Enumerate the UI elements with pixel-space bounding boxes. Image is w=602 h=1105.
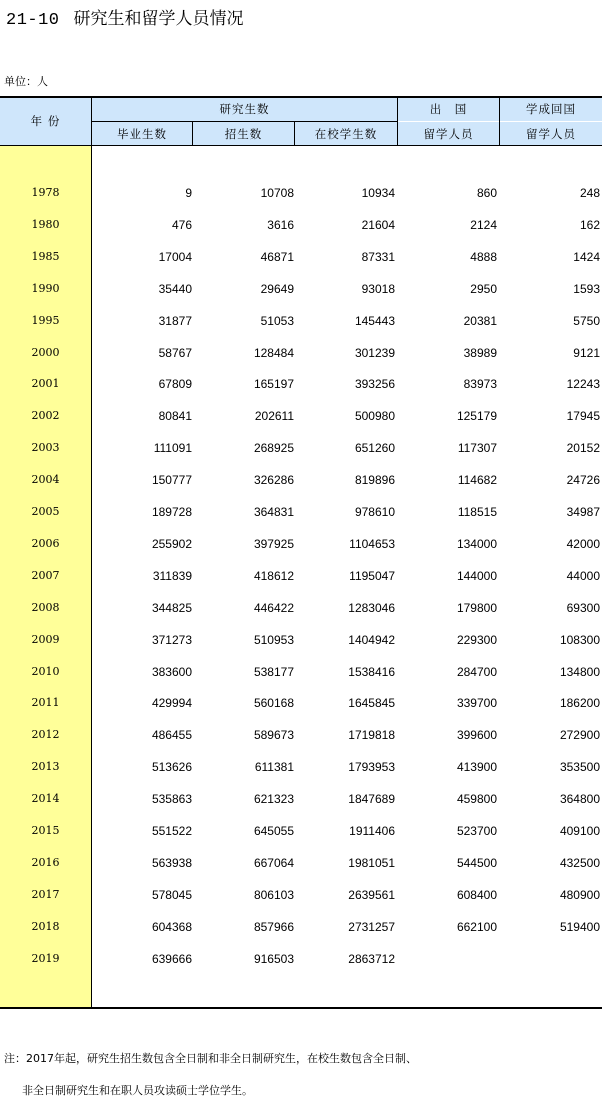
header-divider bbox=[192, 121, 193, 146]
graduates-cell: 604368 bbox=[151, 919, 192, 934]
returned-cell: 353500 bbox=[559, 760, 600, 775]
abroad-cell: 662100 bbox=[456, 919, 497, 934]
graduates-cell: 429994 bbox=[151, 696, 192, 711]
table-row bbox=[0, 337, 602, 369]
in-school-cell: 145443 bbox=[354, 313, 395, 328]
returned-cell: 186200 bbox=[559, 696, 600, 711]
enrolled-cell: 397925 bbox=[253, 536, 294, 551]
in-school-cell: 1719818 bbox=[348, 728, 395, 743]
year-cell: 2005 bbox=[31, 505, 60, 518]
enrolled-cell: 128484 bbox=[253, 345, 294, 360]
enrolled-cell: 538177 bbox=[253, 664, 294, 679]
year-cell: 2007 bbox=[31, 568, 60, 582]
header-graduate-students: 研究生数 bbox=[92, 97, 397, 121]
graduates-cell: 371273 bbox=[151, 632, 192, 647]
header-returned-bottom: 留学人员 bbox=[500, 122, 602, 145]
year-cell: 2000 bbox=[31, 345, 60, 359]
table-row bbox=[0, 560, 602, 592]
enrolled-cell: 202611 bbox=[254, 409, 294, 424]
in-school-cell: 819896 bbox=[354, 473, 395, 488]
returned-cell: 17945 bbox=[566, 409, 600, 424]
enrolled-cell: 560168 bbox=[253, 696, 294, 711]
returned-cell: 519400 bbox=[559, 919, 600, 934]
enrolled-cell: 510953 bbox=[253, 632, 294, 647]
abroad-cell: 134000 bbox=[456, 536, 497, 551]
graduates-cell: 563938 bbox=[151, 855, 192, 870]
in-school-cell: 93018 bbox=[361, 281, 395, 296]
returned-cell: 20152 bbox=[566, 441, 600, 456]
graduates-cell: 513626 bbox=[151, 760, 192, 775]
year-cell: 2015 bbox=[31, 824, 60, 837]
enrolled-cell: 418612 bbox=[253, 568, 294, 583]
in-school-cell: 651260 bbox=[354, 441, 395, 456]
graduates-cell: 551522 bbox=[151, 824, 192, 838]
year-cell: 2011 bbox=[31, 696, 60, 710]
table-row bbox=[0, 432, 602, 464]
abroad-cell: 608400 bbox=[456, 887, 497, 902]
header-divider bbox=[397, 97, 398, 146]
abroad-cell: 4888 bbox=[470, 249, 497, 264]
table-title: 研究生和留学人员情况 bbox=[73, 9, 244, 29]
abroad-cell: 38989 bbox=[463, 345, 497, 360]
table-row bbox=[0, 177, 602, 209]
graduates-cell: 58767 bbox=[158, 345, 192, 360]
in-school-cell: 393256 bbox=[354, 377, 395, 392]
returned-cell: 42000 bbox=[566, 536, 600, 551]
table-row bbox=[0, 273, 602, 305]
abroad-cell: 114682 bbox=[457, 473, 497, 488]
header-divider bbox=[499, 97, 500, 146]
returned-cell: 409100 bbox=[559, 824, 600, 838]
in-school-cell: 10934 bbox=[361, 186, 395, 200]
enrolled-cell: 51053 bbox=[260, 313, 294, 328]
returned-cell: 5750 bbox=[573, 313, 600, 328]
graduates-cell: 80841 bbox=[158, 409, 192, 424]
graduates-cell: 189728 bbox=[151, 505, 192, 519]
table-row bbox=[0, 496, 602, 528]
graduates-cell: 639666 bbox=[151, 951, 192, 966]
in-school-cell: 87331 bbox=[361, 249, 395, 264]
in-school-cell: 2731257 bbox=[348, 919, 395, 934]
year-cell: 1980 bbox=[31, 217, 60, 231]
graduates-cell: 311839 bbox=[152, 568, 192, 583]
returned-cell: 272900 bbox=[559, 728, 600, 743]
graduates-cell: 344825 bbox=[151, 600, 192, 615]
header-graduates: 毕业生数 bbox=[92, 122, 192, 145]
table-row bbox=[0, 943, 602, 975]
abroad-cell: 413900 bbox=[456, 760, 497, 775]
year-cell: 2001 bbox=[31, 377, 60, 391]
enrolled-cell: 667064 bbox=[253, 855, 294, 870]
table-row bbox=[0, 719, 602, 751]
graduates-cell: 31877 bbox=[158, 313, 192, 328]
enrolled-cell: 806103 bbox=[253, 887, 294, 902]
table-row bbox=[0, 368, 602, 400]
graduates-cell: 111091 bbox=[153, 441, 192, 456]
header-abroad-bottom: 留学人员 bbox=[398, 122, 499, 145]
year-cell: 2008 bbox=[31, 600, 60, 614]
abroad-cell: 2950 bbox=[470, 281, 497, 296]
table-row bbox=[0, 464, 602, 496]
table-row bbox=[0, 751, 602, 783]
graduates-cell: 383600 bbox=[151, 664, 192, 679]
page-title bbox=[6, 4, 244, 30]
in-school-cell: 1645845 bbox=[348, 696, 395, 711]
enrolled-cell: 857966 bbox=[253, 919, 294, 934]
year-cell: 1978 bbox=[31, 186, 60, 199]
enrolled-cell: 611381 bbox=[254, 760, 294, 775]
enrolled-cell: 621323 bbox=[253, 792, 294, 807]
enrolled-cell: 446422 bbox=[253, 600, 294, 615]
year-cell: 2006 bbox=[31, 536, 60, 550]
returned-cell: 162 bbox=[579, 217, 600, 232]
enrolled-cell: 29649 bbox=[260, 281, 294, 296]
in-school-cell: 1538416 bbox=[348, 664, 395, 679]
graduates-cell: 486455 bbox=[151, 728, 192, 743]
abroad-cell bbox=[398, 943, 497, 975]
header-subdivider bbox=[92, 121, 397, 122]
abroad-cell: 229300 bbox=[456, 632, 497, 647]
footnote-line-2: 非全日制研究生和在职人员攻读硕士学位学生。 bbox=[22, 1084, 253, 1097]
header-returned-top: 学成回国 bbox=[500, 97, 602, 121]
abroad-cell: 179800 bbox=[456, 600, 497, 615]
graduates-cell: 35440 bbox=[158, 281, 192, 296]
year-cell: 1985 bbox=[31, 249, 60, 263]
table-row bbox=[0, 656, 602, 688]
returned-cell: 24726 bbox=[566, 473, 600, 488]
year-cell: 2016 bbox=[31, 855, 60, 869]
returned-cell: 12243 bbox=[566, 377, 600, 392]
header-enrolled: 招生数 bbox=[193, 122, 294, 145]
graduates-cell: 578045 bbox=[151, 887, 192, 902]
in-school-cell: 500980 bbox=[354, 409, 395, 424]
returned-cell: 44000 bbox=[566, 568, 600, 583]
table-row bbox=[0, 879, 602, 911]
enrolled-cell: 10708 bbox=[260, 186, 294, 200]
graduates-cell: 476 bbox=[171, 217, 192, 232]
footnote-line-1: 注：2017年起，研究生招生数包含全日制和非全日制研究生，在校生数包含全日制、 bbox=[4, 1052, 417, 1065]
in-school-cell: 2863712 bbox=[348, 951, 395, 966]
in-school-cell: 2639561 bbox=[348, 887, 395, 902]
year-cell: 2018 bbox=[31, 919, 60, 933]
table-row bbox=[0, 241, 602, 273]
enrolled-cell: 326286 bbox=[253, 473, 294, 488]
abroad-cell: 523700 bbox=[456, 824, 497, 838]
year-cell: 2010 bbox=[31, 664, 60, 678]
returned-cell: 248 bbox=[579, 186, 600, 200]
enrolled-cell: 268925 bbox=[253, 441, 294, 456]
year-cell: 2002 bbox=[31, 409, 60, 423]
table-row bbox=[0, 624, 602, 656]
in-school-cell: 1283046 bbox=[348, 600, 395, 615]
abroad-cell: 83973 bbox=[463, 377, 497, 392]
abroad-cell: 118515 bbox=[457, 505, 497, 519]
year-cell: 2017 bbox=[31, 887, 60, 901]
in-school-cell: 1793953 bbox=[348, 760, 395, 775]
year-cell: 2004 bbox=[31, 473, 60, 487]
abroad-cell: 339700 bbox=[456, 696, 497, 711]
enrolled-cell: 645055 bbox=[253, 824, 294, 838]
table-row bbox=[0, 815, 602, 847]
in-school-cell: 1981051 bbox=[348, 855, 395, 870]
unit-label: 单位：人 bbox=[4, 75, 48, 88]
table-row bbox=[0, 400, 602, 432]
table-row bbox=[0, 847, 602, 879]
in-school-cell: 1195047 bbox=[349, 568, 395, 583]
abroad-cell: 125179 bbox=[456, 409, 497, 424]
returned-cell: 480900 bbox=[559, 887, 600, 902]
returned-cell: 34987 bbox=[566, 505, 600, 519]
returned-cell: 1424 bbox=[573, 249, 600, 264]
abroad-cell: 459800 bbox=[456, 792, 497, 807]
returned-cell bbox=[500, 943, 600, 975]
abroad-cell: 399600 bbox=[456, 728, 497, 743]
returned-cell: 432500 bbox=[559, 855, 600, 870]
graduates-cell: 17004 bbox=[158, 249, 192, 264]
header-in-school: 在校学生数 bbox=[295, 122, 397, 145]
header-abroad-top: 出 国 bbox=[398, 97, 499, 121]
year-cell: 2014 bbox=[31, 792, 60, 806]
abroad-cell: 544500 bbox=[456, 855, 497, 870]
year-cell: 1990 bbox=[31, 281, 60, 295]
enrolled-cell: 3616 bbox=[267, 217, 294, 232]
in-school-cell: 1911406 bbox=[349, 824, 395, 838]
in-school-cell: 1404942 bbox=[348, 632, 395, 647]
table-row bbox=[0, 305, 602, 337]
in-school-cell: 21604 bbox=[361, 217, 395, 232]
year-cell: 1995 bbox=[31, 313, 60, 327]
header-year: 年 份 bbox=[0, 97, 91, 145]
graduates-cell: 150777 bbox=[151, 473, 192, 488]
abroad-cell: 144000 bbox=[456, 568, 497, 583]
table-row bbox=[0, 687, 602, 719]
returned-cell: 69300 bbox=[566, 600, 600, 615]
returned-cell: 364800 bbox=[559, 792, 600, 807]
year-cell: 2003 bbox=[31, 441, 60, 455]
abroad-cell: 860 bbox=[476, 186, 497, 200]
graduates-cell: 67809 bbox=[158, 377, 192, 392]
in-school-cell: 1104653 bbox=[349, 536, 395, 551]
graduates-cell: 535863 bbox=[151, 792, 192, 807]
abroad-cell: 284700 bbox=[456, 664, 497, 679]
enrolled-cell: 364831 bbox=[253, 505, 294, 519]
graduates-cell: 9 bbox=[185, 186, 192, 200]
enrolled-cell: 589673 bbox=[253, 728, 294, 743]
in-school-cell: 978610 bbox=[354, 505, 395, 519]
enrolled-cell: 165197 bbox=[253, 377, 294, 392]
abroad-cell: 20381 bbox=[463, 313, 497, 328]
table-row bbox=[0, 209, 602, 241]
table-row bbox=[0, 528, 602, 560]
returned-cell: 9121 bbox=[573, 345, 600, 360]
abroad-cell: 117307 bbox=[457, 441, 497, 456]
returned-cell: 108300 bbox=[559, 632, 600, 647]
enrolled-cell: 46871 bbox=[260, 249, 294, 264]
table-row bbox=[0, 592, 602, 624]
year-cell: 2019 bbox=[31, 951, 60, 965]
header-divider bbox=[294, 121, 295, 146]
in-school-cell: 1847689 bbox=[348, 792, 395, 807]
abroad-cell: 2124 bbox=[470, 217, 497, 232]
graduates-cell: 255902 bbox=[151, 536, 192, 551]
returned-cell: 1593 bbox=[573, 281, 600, 296]
enrolled-cell: 916503 bbox=[253, 951, 294, 966]
year-cell: 2012 bbox=[31, 728, 60, 742]
table-row bbox=[0, 783, 602, 815]
returned-cell: 134800 bbox=[559, 664, 600, 679]
year-cell: 2009 bbox=[31, 632, 60, 646]
table-number: 21-10 bbox=[6, 11, 60, 30]
year-cell: 2013 bbox=[31, 760, 60, 774]
table-row bbox=[0, 911, 602, 943]
in-school-cell: 301239 bbox=[354, 345, 395, 360]
